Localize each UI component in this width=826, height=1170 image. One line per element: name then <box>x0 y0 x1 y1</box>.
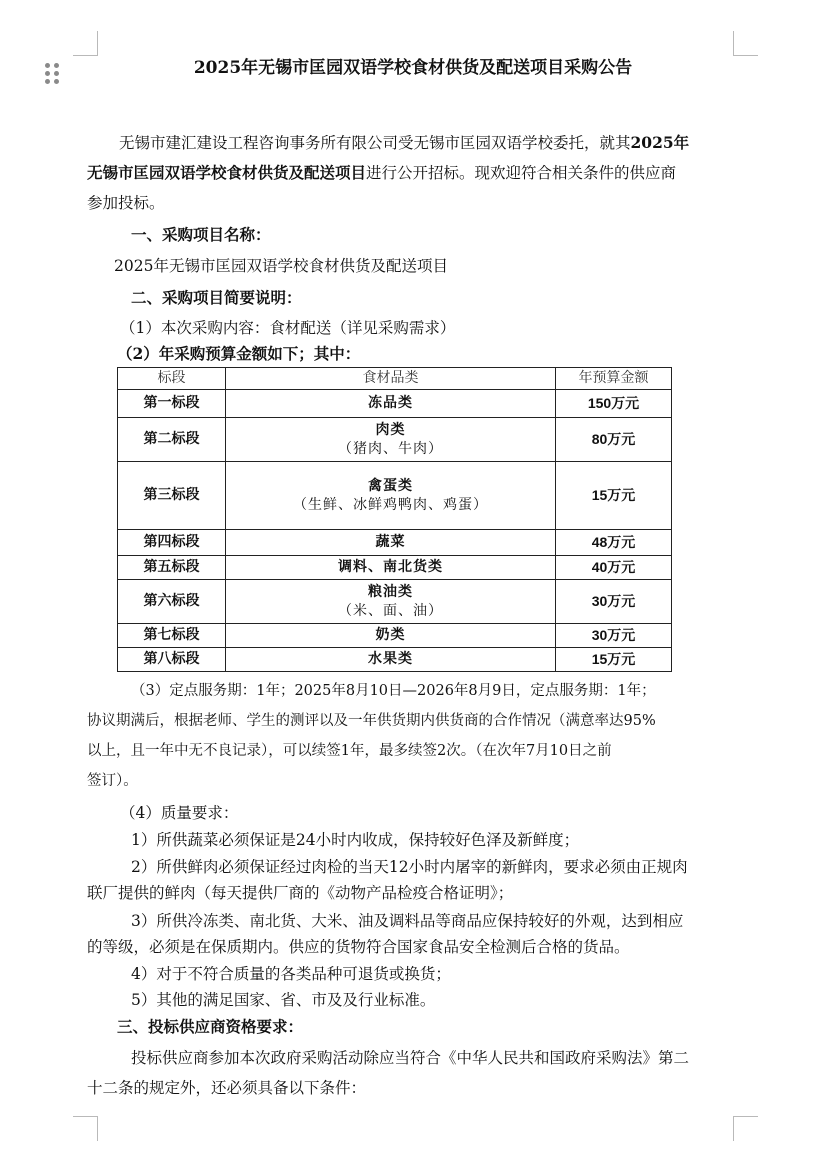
amount-cell: 30万元 <box>556 580 672 624</box>
quality-req-5: 5）其他的满足国家、省、市及及行业标准。 <box>131 991 436 1009</box>
section-3-text-line-1: 投标供应商参加本次政府采购活动除应当符合《中华人民共和国政府采购法》第二 <box>131 1049 690 1067</box>
header-amount: 年预算金额 <box>556 368 672 390</box>
intro-line-1: 无锡市建汇建设工程咨询事务所有限公司受无锡市匡园双语学校委托，就其2025年 <box>119 133 690 152</box>
table-row <box>118 580 672 624</box>
amount-cell: 40万元 <box>556 556 672 580</box>
section-3-heading: 三、投标供应商资格要求： <box>117 1017 304 1036</box>
category-name: 肉类 <box>375 421 406 438</box>
category-cell <box>226 648 556 672</box>
amount-cell: 15万元 <box>556 648 672 672</box>
item-4-heading: （4）质量要求： <box>120 804 239 822</box>
page-corner-mark-top-left <box>73 31 98 56</box>
category-cell <box>226 580 556 624</box>
page-title: 2025年无锡市匡园双语学校食材供货及配送项目采购公告 <box>193 58 633 78</box>
category-detail: （米、面、油） <box>338 602 443 619</box>
table-row <box>118 462 672 530</box>
category-name: 蔬菜 <box>375 534 406 550</box>
section-1-heading: 一、采购项目名称： <box>131 225 271 244</box>
budget-table <box>117 367 672 672</box>
segment-cell: 第八标段 <box>118 648 226 672</box>
category-name: 粮油类 <box>368 583 413 600</box>
segment-cell: 第五标段 <box>118 556 226 580</box>
quality-req-4: 4）对于不符合质量的各类品种可退货或换货； <box>131 965 451 983</box>
category-cell <box>226 624 556 648</box>
item-1-procurement-content: （1）本次采购内容：食材配送（详见采购需求） <box>120 319 456 337</box>
category-name: 禽蛋类 <box>368 477 413 494</box>
category-cell <box>226 418 556 462</box>
amount-cell: 15万元 <box>556 462 672 530</box>
table-row <box>118 530 672 556</box>
table-row <box>118 390 672 418</box>
table-row <box>118 648 672 672</box>
amount-cell: 48万元 <box>556 530 672 556</box>
page-corner-mark-bottom-right <box>733 1116 758 1141</box>
category-detail: （生鲜、冰鲜鸡鸭肉、鸡蛋） <box>293 496 488 513</box>
table-header-row <box>118 368 672 390</box>
segment-cell: 第四标段 <box>118 530 226 556</box>
intro-line-3: 参加投标。 <box>87 194 165 212</box>
section-2-heading: 二、采购项目简要说明： <box>131 288 302 307</box>
amount-cell: 80万元 <box>556 418 672 462</box>
item-3-line-4: 签订）。 <box>87 773 138 789</box>
table-row <box>118 624 672 648</box>
segment-cell: 第二标段 <box>118 418 226 462</box>
category-cell <box>226 390 556 418</box>
page-corner-mark-top-right <box>733 31 758 56</box>
quality-req-2-line-2: 联厂提供的鲜肉（每天提供厂商的《动物产品检疫合格证明》； <box>87 884 514 902</box>
amount-cell: 150万元 <box>556 390 672 418</box>
page-corner-mark-bottom-left <box>73 1116 98 1141</box>
segment-cell: 第六标段 <box>118 580 226 624</box>
intro-line-2: 无锡市匡园双语学校食材供货及配送项目进行公开招标。现欢迎符合相关条件的供应商 <box>87 163 677 182</box>
table-row <box>118 418 672 462</box>
category-name: 冻品类 <box>368 395 413 411</box>
segment-cell: 第三标段 <box>118 462 226 530</box>
section-3-text-line-2: 十二条的规定外，还必须具备以下条件： <box>87 1079 367 1097</box>
table-row <box>118 556 672 580</box>
quality-req-3-line-2: 的等级，必须是在保质期内。供应的货物符合国家食品安全检测后合格的货品。 <box>87 938 630 956</box>
category-detail: （猪肉、牛肉） <box>338 440 443 457</box>
quality-req-3-line-1: 3）所供冷冻类、南北货、大米、油及调料品等商品应保持较好的外观，达到相应 <box>131 912 684 930</box>
quality-req-2-line-1: 2）所供鲜肉必须保证经过肉检的当天12小时内屠宰的新鲜肉，要求必须由正规肉 <box>131 858 688 876</box>
item-3-line-2: 协议期满后，根据老师、学生的测评以及一年供货期内供货商的合作情况（满意率达95% <box>87 713 656 729</box>
quality-req-1: 1）所供蔬菜必须保证是24小时内收成，保持较好色泽及新鲜度； <box>131 831 580 849</box>
project-name: 2025年无锡市匡园双语学校食材供货及配送项目 <box>114 257 448 275</box>
category-name: 调料、南北货类 <box>338 559 443 575</box>
category-cell <box>226 530 556 556</box>
category-name: 水果类 <box>368 651 413 667</box>
category-cell <box>226 462 556 530</box>
amount-cell: 30万元 <box>556 624 672 648</box>
item-3-line-1: （3）定点服务期：1年；2025年8月10日—2026年8月9日，定点服务期：1年； <box>131 683 656 699</box>
header-category: 食材品类 <box>226 368 556 390</box>
segment-cell: 第七标段 <box>118 624 226 648</box>
header-segment: 标段 <box>118 368 226 390</box>
item-3-line-3: 以上，且一年中无不良记录），可以续签1年，最多续签2次。（在次年7月10日之前 <box>87 743 612 759</box>
category-name: 奶类 <box>375 627 406 643</box>
category-cell <box>226 556 556 580</box>
item-2-budget-heading: （2）年采购预算金额如下；其中： <box>117 344 361 363</box>
segment-cell: 第一标段 <box>118 390 226 418</box>
